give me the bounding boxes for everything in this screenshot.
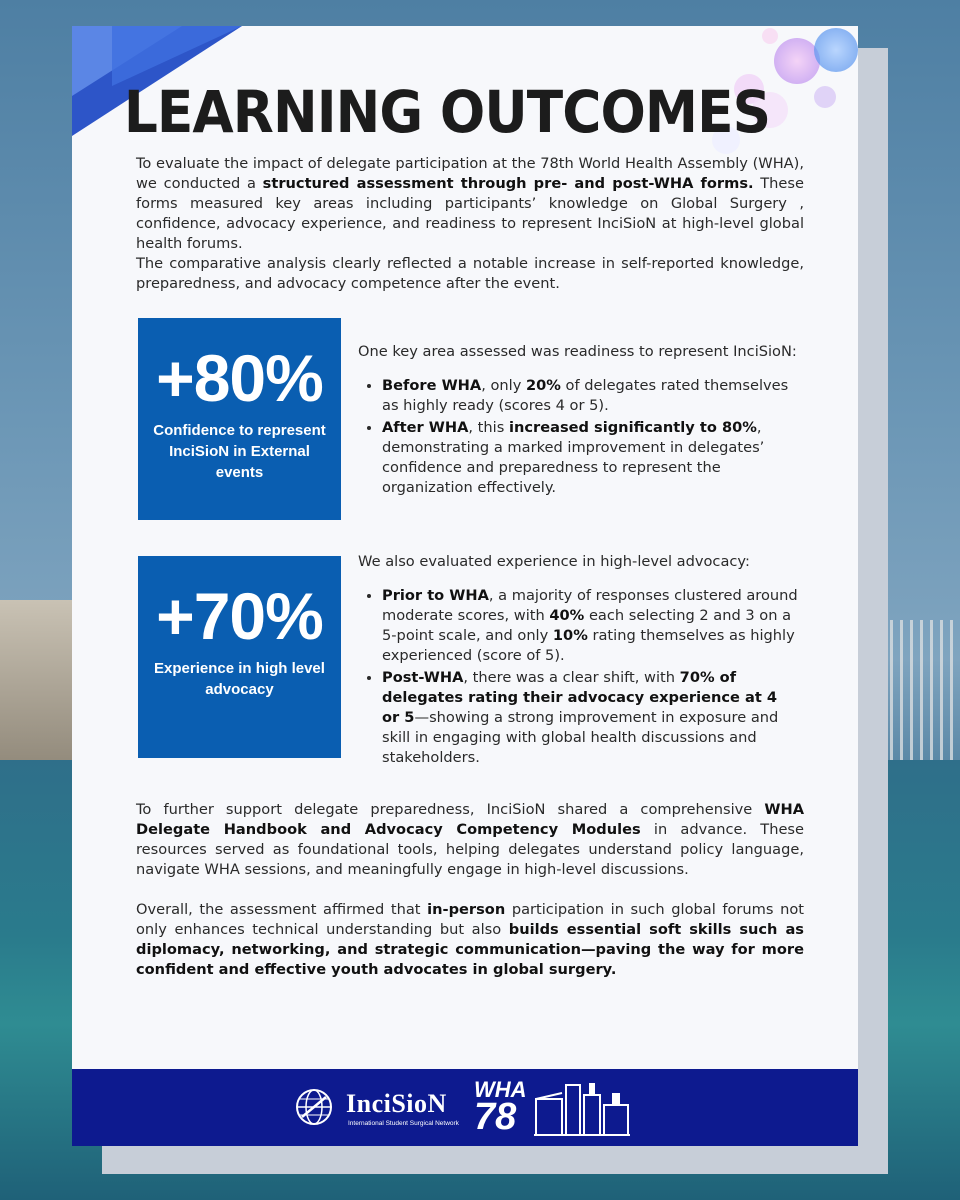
stat-caption: Experience in high level advocacy	[154, 660, 325, 698]
stat-caption: Confidence to represent InciSioN in External events	[153, 422, 326, 481]
page-title: LEARNING OUTCOMES	[123, 78, 771, 146]
footer-bar	[72, 1069, 858, 1146]
list-item: • Before WHA, only 20% of delegates rated themselves as highly ready (scores 4 or 5).	[382, 376, 798, 416]
bubble-decoration	[762, 28, 778, 44]
background-bridge	[880, 620, 960, 760]
document-card	[72, 26, 858, 1146]
section-lead: One key area assessed was readiness to represent InciSioN:	[358, 343, 797, 360]
advocacy-section	[358, 552, 798, 770]
bubble-decoration	[814, 28, 858, 72]
list-item: • Prior to WHA, a majority of responses clustered around moderate scores, with 40% each selecting 2 and 3 on a 5-point scale, and only 10% rating themselves as highly experienced (score of 5).	[382, 586, 798, 666]
org-subtitle: International Student Surgical Network	[348, 1120, 459, 1127]
bullet-list	[358, 376, 798, 498]
list-item: • After WHA, this increased significantly to 80%, demonstrating a marked improvement in delegates’ confidence and preparedness to represent the organization effectively.	[382, 418, 798, 498]
list-item: • Post-WHA, there was a clear shift, with 70% of delegates rating their advocacy experience at 4 or 5—showing a strong improvement in exposure and skill in engaging with global health discussions and stakeholders.	[382, 668, 798, 768]
bubble-decoration	[814, 86, 836, 108]
intro-paragraph: To evaluate the impact of delegate participation at the 78th World Health Assembly (WHA), we conducted a structured assessment through pre- and post-WHA forms. These forms measured key areas including participants’ knowledge on Global Surgery , confidence, advocacy experience, and readiness to represent InciSioN at high-level global health forums.	[136, 155, 804, 252]
background-city	[0, 600, 80, 780]
stat-box-advocacy	[138, 556, 341, 758]
stat-value: +70%	[156, 579, 323, 653]
resources-paragraph: To further support delegate preparedness, InciSioN shared a comprehensive WHA Delegate Handbook and Advocacy Competency Modules in advance. These resources served as foundational tools, helping delegates understand policy language, navigate WHA sessions, and meaningfully engage in high-level discussions.	[136, 801, 805, 878]
wha-label: WHA	[474, 1077, 527, 1102]
bullet-list	[358, 586, 798, 768]
stat-value: +80%	[156, 341, 323, 415]
skyline-icon	[534, 1079, 630, 1137]
conclusion-paragraph: Overall, the assessment affirmed that in-person participation in such global forums not only enhances technical understanding but also builds essential soft skills such as diplomacy, networking, and strategic communication—paving the way for more confident and effective youth advocates in global surgery.	[136, 901, 804, 978]
analysis-paragraph: The comparative analysis clearly reflected a notable increase in self-reported knowledge, preparedness, and advocacy competence after the event.	[136, 255, 804, 292]
org-name: InciSioN	[346, 1089, 447, 1118]
readiness-section	[358, 342, 798, 500]
stat-box-confidence	[138, 318, 341, 520]
corner-decoration-mid	[112, 26, 242, 86]
wha-number: 78	[474, 1096, 517, 1138]
globe-logo-icon	[294, 1087, 334, 1127]
section-lead: We also evaluated experience in high-level advocacy:	[358, 553, 750, 570]
